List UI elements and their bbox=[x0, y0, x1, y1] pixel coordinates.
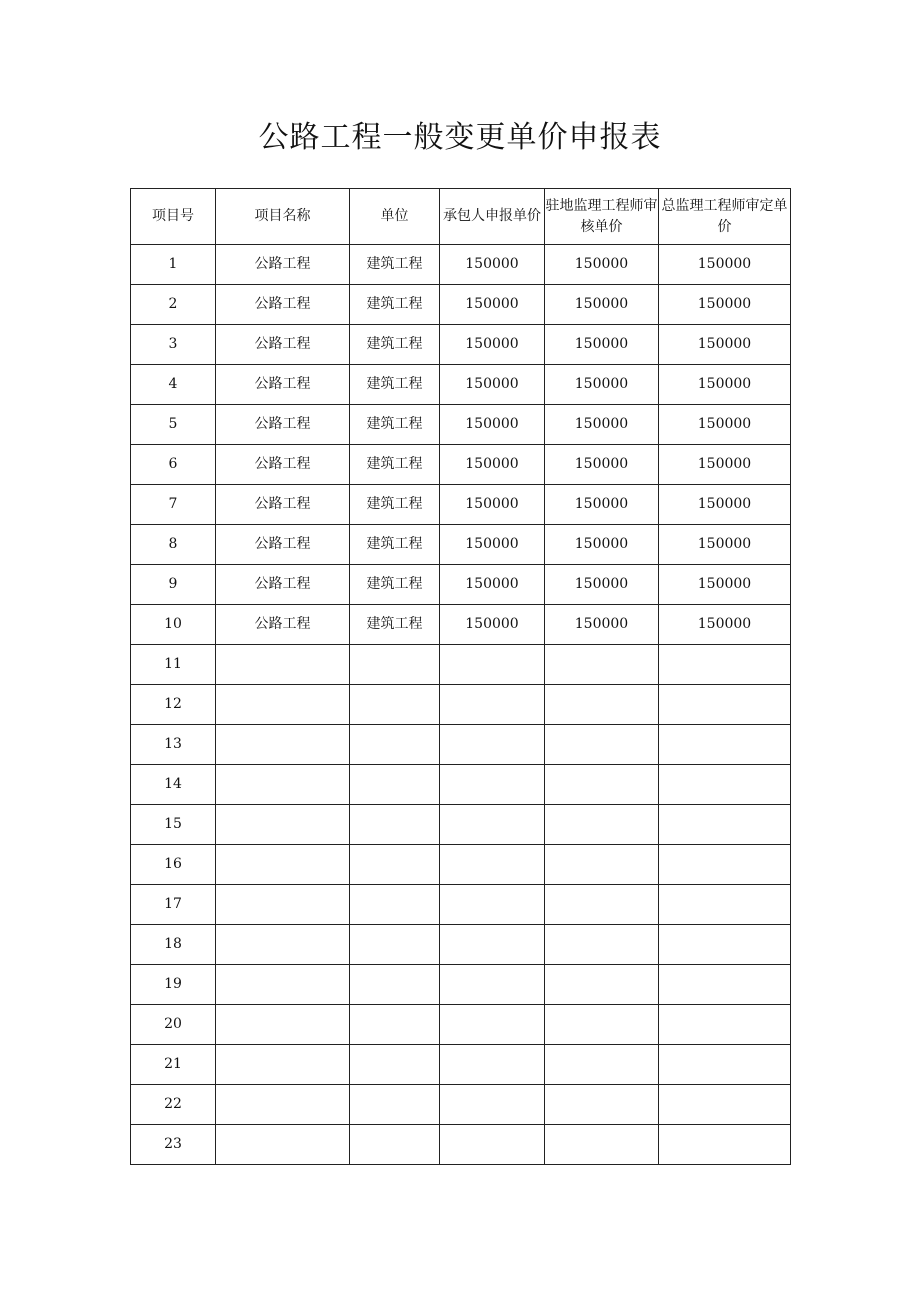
cell-chief-engineer-price bbox=[659, 1045, 791, 1085]
cell-contractor-price bbox=[440, 1085, 545, 1125]
cell-contractor-price bbox=[440, 845, 545, 885]
cell-item-name bbox=[216, 1045, 350, 1085]
cell-resident-engineer-price: 150000 bbox=[545, 365, 659, 405]
cell-item-no: 9 bbox=[131, 565, 216, 605]
header-contractor-price: 承包人申报单价 bbox=[440, 189, 545, 245]
cell-item-name: 公路工程 bbox=[216, 525, 350, 565]
cell-unit bbox=[350, 845, 440, 885]
cell-item-no: 2 bbox=[131, 285, 216, 325]
cell-item-name: 公路工程 bbox=[216, 405, 350, 445]
cell-item-no: 21 bbox=[131, 1045, 216, 1085]
header-item-no: 项目号 bbox=[131, 189, 216, 245]
cell-contractor-price bbox=[440, 725, 545, 765]
cell-unit bbox=[350, 645, 440, 685]
cell-item-name: 公路工程 bbox=[216, 325, 350, 365]
cell-resident-engineer-price bbox=[545, 725, 659, 765]
cell-item-name: 公路工程 bbox=[216, 605, 350, 645]
cell-item-no: 22 bbox=[131, 1085, 216, 1125]
cell-item-no: 16 bbox=[131, 845, 216, 885]
cell-resident-engineer-price bbox=[545, 1045, 659, 1085]
page-title: 公路工程一般变更单价申报表 bbox=[258, 120, 662, 155]
table-row bbox=[131, 525, 791, 565]
cell-resident-engineer-price: 150000 bbox=[545, 285, 659, 325]
cell-chief-engineer-price bbox=[659, 645, 791, 685]
cell-resident-engineer-price bbox=[545, 805, 659, 845]
cell-resident-engineer-price bbox=[545, 1085, 659, 1125]
table-row bbox=[131, 1085, 791, 1125]
cell-item-name: 公路工程 bbox=[216, 485, 350, 525]
header-resident-engineer-price: 驻地监理工程师审核单价 bbox=[545, 189, 659, 245]
cell-unit bbox=[350, 885, 440, 925]
cell-chief-engineer-price: 150000 bbox=[659, 285, 791, 325]
cell-chief-engineer-price bbox=[659, 845, 791, 885]
cell-contractor-price bbox=[440, 925, 545, 965]
cell-chief-engineer-price: 150000 bbox=[659, 605, 791, 645]
cell-item-no: 20 bbox=[131, 1005, 216, 1045]
cell-unit bbox=[350, 1005, 440, 1045]
cell-item-no: 13 bbox=[131, 725, 216, 765]
cell-resident-engineer-price bbox=[545, 845, 659, 885]
cell-item-name bbox=[216, 845, 350, 885]
cell-chief-engineer-price bbox=[659, 885, 791, 925]
cell-item-no: 1 bbox=[131, 245, 216, 285]
header-unit: 单位 bbox=[350, 189, 440, 245]
cell-item-name bbox=[216, 685, 350, 725]
cell-resident-engineer-price: 150000 bbox=[545, 445, 659, 485]
cell-unit: 建筑工程 bbox=[350, 325, 440, 365]
cell-resident-engineer-price: 150000 bbox=[545, 245, 659, 285]
cell-contractor-price: 150000 bbox=[440, 565, 545, 605]
cell-item-name: 公路工程 bbox=[216, 285, 350, 325]
cell-unit bbox=[350, 965, 440, 1005]
cell-resident-engineer-price bbox=[545, 765, 659, 805]
cell-item-no: 18 bbox=[131, 925, 216, 965]
cell-unit: 建筑工程 bbox=[350, 365, 440, 405]
cell-chief-engineer-price bbox=[659, 725, 791, 765]
table-row bbox=[131, 765, 791, 805]
cell-contractor-price bbox=[440, 765, 545, 805]
cell-contractor-price bbox=[440, 1005, 545, 1045]
cell-chief-engineer-price bbox=[659, 765, 791, 805]
table-row bbox=[131, 725, 791, 765]
table-row bbox=[131, 245, 791, 285]
cell-item-no: 12 bbox=[131, 685, 216, 725]
cell-chief-engineer-price: 150000 bbox=[659, 405, 791, 445]
cell-unit: 建筑工程 bbox=[350, 485, 440, 525]
cell-item-no: 11 bbox=[131, 645, 216, 685]
table-row bbox=[131, 845, 791, 885]
cell-unit: 建筑工程 bbox=[350, 285, 440, 325]
cell-item-no: 17 bbox=[131, 885, 216, 925]
cell-chief-engineer-price bbox=[659, 925, 791, 965]
cell-chief-engineer-price: 150000 bbox=[659, 325, 791, 365]
cell-item-no: 10 bbox=[131, 605, 216, 645]
table-row bbox=[131, 365, 791, 405]
cell-resident-engineer-price: 150000 bbox=[545, 525, 659, 565]
cell-contractor-price bbox=[440, 1045, 545, 1085]
cell-unit: 建筑工程 bbox=[350, 605, 440, 645]
cell-chief-engineer-price: 150000 bbox=[659, 485, 791, 525]
cell-chief-engineer-price bbox=[659, 1005, 791, 1045]
cell-item-name bbox=[216, 645, 350, 685]
cell-unit bbox=[350, 1045, 440, 1085]
table-row bbox=[131, 885, 791, 925]
cell-resident-engineer-price bbox=[545, 645, 659, 685]
cell-item-no: 19 bbox=[131, 965, 216, 1005]
cell-resident-engineer-price bbox=[545, 925, 659, 965]
cell-item-no: 8 bbox=[131, 525, 216, 565]
cell-item-name: 公路工程 bbox=[216, 365, 350, 405]
cell-unit bbox=[350, 765, 440, 805]
cell-unit bbox=[350, 685, 440, 725]
cell-resident-engineer-price bbox=[545, 965, 659, 1005]
cell-resident-engineer-price bbox=[545, 885, 659, 925]
table-row bbox=[131, 285, 791, 325]
table-row bbox=[131, 325, 791, 365]
cell-unit: 建筑工程 bbox=[350, 245, 440, 285]
table-row bbox=[131, 1005, 791, 1045]
cell-contractor-price bbox=[440, 1125, 545, 1165]
cell-contractor-price: 150000 bbox=[440, 405, 545, 445]
cell-contractor-price: 150000 bbox=[440, 485, 545, 525]
cell-item-no: 5 bbox=[131, 405, 216, 445]
cell-resident-engineer-price: 150000 bbox=[545, 405, 659, 445]
cell-chief-engineer-price: 150000 bbox=[659, 365, 791, 405]
cell-chief-engineer-price: 150000 bbox=[659, 245, 791, 285]
cell-chief-engineer-price bbox=[659, 1085, 791, 1125]
cell-resident-engineer-price: 150000 bbox=[545, 605, 659, 645]
cell-contractor-price bbox=[440, 885, 545, 925]
cell-contractor-price bbox=[440, 685, 545, 725]
cell-unit: 建筑工程 bbox=[350, 565, 440, 605]
cell-contractor-price: 150000 bbox=[440, 525, 545, 565]
cell-chief-engineer-price: 150000 bbox=[659, 445, 791, 485]
cell-chief-engineer-price: 150000 bbox=[659, 565, 791, 605]
cell-resident-engineer-price bbox=[545, 1125, 659, 1165]
cell-resident-engineer-price bbox=[545, 685, 659, 725]
cell-item-name bbox=[216, 1125, 350, 1165]
cell-contractor-price bbox=[440, 645, 545, 685]
table-row bbox=[131, 565, 791, 605]
table-row bbox=[131, 805, 791, 845]
cell-item-name bbox=[216, 725, 350, 765]
cell-contractor-price: 150000 bbox=[440, 285, 545, 325]
cell-unit: 建筑工程 bbox=[350, 525, 440, 565]
table-row bbox=[131, 925, 791, 965]
cell-contractor-price: 150000 bbox=[440, 445, 545, 485]
cell-item-no: 6 bbox=[131, 445, 216, 485]
cell-chief-engineer-price bbox=[659, 685, 791, 725]
table-row bbox=[131, 1125, 791, 1165]
cell-contractor-price: 150000 bbox=[440, 325, 545, 365]
cell-item-name bbox=[216, 965, 350, 1005]
cell-unit: 建筑工程 bbox=[350, 405, 440, 445]
cell-item-no: 23 bbox=[131, 1125, 216, 1165]
cell-item-name bbox=[216, 885, 350, 925]
cell-item-name bbox=[216, 925, 350, 965]
table-row bbox=[131, 1045, 791, 1085]
cell-resident-engineer-price: 150000 bbox=[545, 325, 659, 365]
cell-item-name bbox=[216, 1085, 350, 1125]
table-row bbox=[131, 485, 791, 525]
cell-contractor-price: 150000 bbox=[440, 365, 545, 405]
cell-contractor-price: 150000 bbox=[440, 605, 545, 645]
price-report-table bbox=[130, 188, 791, 1165]
table-row bbox=[131, 685, 791, 725]
cell-item-no: 15 bbox=[131, 805, 216, 845]
cell-item-no: 14 bbox=[131, 765, 216, 805]
header-item-name: 项目名称 bbox=[216, 189, 350, 245]
cell-contractor-price bbox=[440, 965, 545, 1005]
cell-resident-engineer-price bbox=[545, 1005, 659, 1045]
cell-chief-engineer-price bbox=[659, 965, 791, 1005]
cell-chief-engineer-price bbox=[659, 805, 791, 845]
cell-resident-engineer-price: 150000 bbox=[545, 485, 659, 525]
table-header-row bbox=[131, 189, 791, 245]
cell-unit bbox=[350, 1125, 440, 1165]
cell-item-name: 公路工程 bbox=[216, 245, 350, 285]
cell-item-name bbox=[216, 1005, 350, 1045]
cell-chief-engineer-price bbox=[659, 1125, 791, 1165]
cell-unit bbox=[350, 805, 440, 845]
cell-contractor-price: 150000 bbox=[440, 245, 545, 285]
cell-item-name bbox=[216, 765, 350, 805]
cell-unit bbox=[350, 725, 440, 765]
table-row bbox=[131, 605, 791, 645]
cell-item-name bbox=[216, 805, 350, 845]
cell-contractor-price bbox=[440, 805, 545, 845]
cell-item-name: 公路工程 bbox=[216, 565, 350, 605]
cell-item-no: 7 bbox=[131, 485, 216, 525]
cell-item-no: 4 bbox=[131, 365, 216, 405]
table-row bbox=[131, 645, 791, 685]
table-row bbox=[131, 405, 791, 445]
cell-resident-engineer-price: 150000 bbox=[545, 565, 659, 605]
cell-unit: 建筑工程 bbox=[350, 445, 440, 485]
table-row bbox=[131, 965, 791, 1005]
table-row bbox=[131, 445, 791, 485]
cell-unit bbox=[350, 1085, 440, 1125]
cell-chief-engineer-price: 150000 bbox=[659, 525, 791, 565]
cell-unit bbox=[350, 925, 440, 965]
cell-item-name: 公路工程 bbox=[216, 445, 350, 485]
cell-item-no: 3 bbox=[131, 325, 216, 365]
header-chief-engineer-price: 总监理工程师审定单价 bbox=[659, 189, 791, 245]
